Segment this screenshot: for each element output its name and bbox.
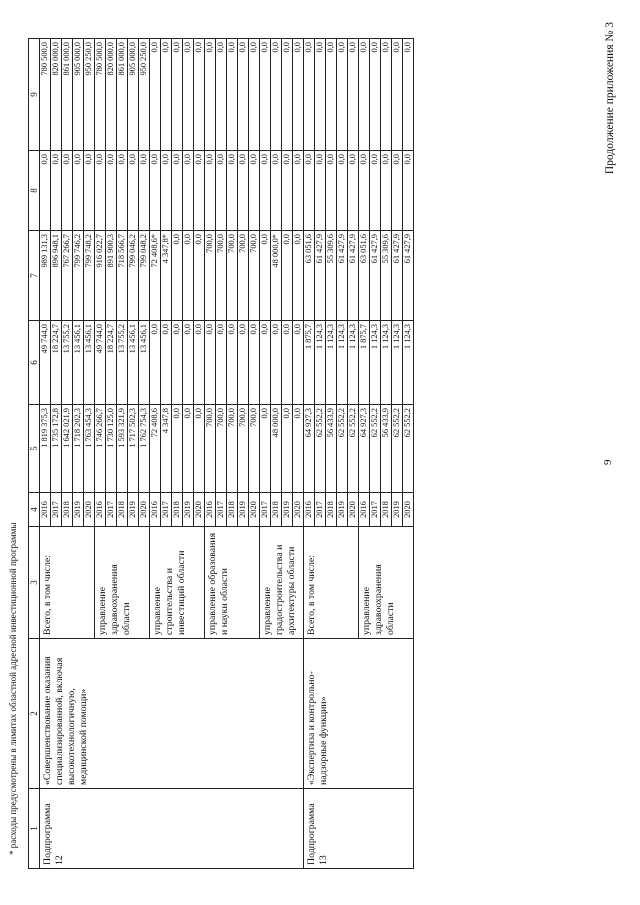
year-cell: 2018 [271,493,282,527]
amount-cell: 72 408,6 [150,405,161,493]
footnote: * расходы предусмотрены в лимитах областной адресной инвестиционной программы [8,522,18,855]
year-cell: 2020 [403,493,414,527]
table-row [304,39,315,869]
executor-cell: управление образования и науки области [205,527,260,639]
amount-cell: 0,0 [194,151,205,231]
amount-cell: 0,0 [106,151,117,231]
amount-cell: 861 000,0 [62,39,73,151]
amount-cell: 0,0 [337,151,348,231]
amount-cell: 64 927,3 [359,405,370,493]
amount-cell: 49 744,0 [95,321,106,405]
amount-cell: 4 347,8* [161,231,172,321]
amount-cell: 0,0 [392,151,403,231]
amount-cell: 0,0 [172,405,183,493]
amount-cell: 0,0 [293,405,304,493]
amount-cell: 0,0 [128,151,139,231]
amount-cell: 48 000,0* [271,231,282,321]
subprogram-name: «Совершенствование оказания специализированной, включая высокотехнологичную, медицинской помощи» [40,639,304,789]
amount-cell: 56 433,9 [381,405,392,493]
amount-cell: 1 718 202,3 [73,405,84,493]
amount-cell: 905 000,0 [73,39,84,151]
year-cell: 2019 [238,493,249,527]
year-cell: 2018 [172,493,183,527]
amount-cell: 0,0 [260,405,271,493]
amount-cell: 0,0 [216,151,227,231]
amount-cell: 0,0 [117,151,128,231]
subprogram-code: Подпрограмма 13 [304,789,414,869]
year-cell: 2017 [216,493,227,527]
year-cell: 2018 [227,493,238,527]
year-cell: 2020 [293,493,304,527]
amount-cell: 0,0 [315,151,326,231]
column-number: 4 [29,493,40,527]
amount-cell: 916 022,7 [95,231,106,321]
amount-cell: 13 755,2 [117,321,128,405]
amount-cell: 61 427,9 [392,231,403,321]
amount-cell: 0,0 [271,321,282,405]
amount-cell: 61 427,9 [348,231,359,321]
amount-cell: 820 000,0 [51,39,62,151]
amount-cell: 0,0 [84,151,95,231]
amount-cell: 1 593 321,9 [117,405,128,493]
amount-cell: 0,0 [205,39,216,151]
year-cell: 2020 [84,493,95,527]
amount-cell: 0,0 [326,151,337,231]
amount-cell: 0,0 [161,151,172,231]
amount-cell: 0,0 [293,321,304,405]
year-cell: 2016 [40,493,51,527]
executor-cell: Всего, в том числе: [304,527,359,639]
amount-cell: 0,0 [194,321,205,405]
amount-cell: 61 427,9 [370,231,381,321]
amount-cell: 55 309,6 [381,231,392,321]
year-cell: 2020 [194,493,205,527]
amount-cell: 0,0 [282,151,293,231]
amount-cell: 700,0 [238,231,249,321]
amount-cell: 49 744,0 [40,321,51,405]
amount-cell: 780 500,0 [95,39,106,151]
year-cell: 2016 [205,493,216,527]
table-row [40,39,51,869]
executor-cell: управление строительства и инвестиций области [150,527,205,639]
amount-cell: 0,0 [282,321,293,405]
amount-cell: 0,0 [370,151,381,231]
amount-cell: 700,0 [205,405,216,493]
amount-cell: 0,0 [282,39,293,151]
amount-cell: 61 427,9 [403,231,414,321]
amount-cell: 0,0 [183,321,194,405]
executor-cell: управление здравоохранения области [95,527,150,639]
amount-cell: 950 250,0 [84,39,95,151]
amount-cell: 700,0 [216,405,227,493]
year-cell: 2017 [106,493,117,527]
amount-cell: 56 433,9 [326,405,337,493]
amount-cell: 767 266,7 [62,231,73,321]
amount-cell: 0,0 [216,321,227,405]
amount-cell: 1 762 754,3 [139,405,150,493]
amount-cell: 1 124,3 [370,321,381,405]
year-cell: 2016 [359,493,370,527]
column-number: 2 [29,639,40,789]
amount-cell: 0,0 [293,151,304,231]
amount-cell: 700,0 [227,231,238,321]
amount-cell: 0,0 [403,151,414,231]
amount-cell: 0,0 [227,321,238,405]
year-cell: 2019 [282,493,293,527]
amount-cell: 861 000,0 [117,39,128,151]
amount-cell: 700,0 [216,231,227,321]
amount-cell: 0,0 [304,151,315,231]
year-cell: 2019 [337,493,348,527]
amount-cell: 799 048,2 [139,231,150,321]
executor-cell: управление градостроительства и архитектуры области [260,527,304,639]
amount-cell: 0,0 [73,151,84,231]
amount-cell: 18 224,7 [51,321,62,405]
amount-cell: 18 224,7 [106,321,117,405]
amount-cell: 0,0 [249,39,260,151]
amount-cell: 700,0 [238,405,249,493]
amount-cell: 62 552,2 [348,405,359,493]
amount-cell: 0,0 [183,39,194,151]
amount-cell: 891 900,3 [106,231,117,321]
amount-cell: 0,0 [326,39,337,151]
amount-cell: 0,0 [150,39,161,151]
amount-cell: 0,0 [359,39,370,151]
subprogram-name: «Экспертиза и контрольно-надзорные функции» [304,639,414,789]
amount-cell: 799 748,2 [84,231,95,321]
amount-cell: 0,0 [238,151,249,231]
amount-cell: 950 250,0 [139,39,150,151]
amount-cell: 0,0 [370,39,381,151]
year-cell: 2020 [249,493,260,527]
amount-cell: 0,0 [194,39,205,151]
year-cell: 2019 [73,493,84,527]
amount-cell: 1 730 125,0 [106,405,117,493]
subprogram-code: Подпрограмма 12 [40,789,304,869]
amount-cell: 0,0 [95,151,106,231]
amount-cell: 0,0 [183,231,194,321]
amount-cell: 0,0 [293,231,304,321]
year-cell: 2018 [326,493,337,527]
amount-cell: 0,0 [172,231,183,321]
column-number: 6 [29,321,40,405]
amount-cell: 820 000,0 [106,39,117,151]
amount-cell: 700,0 [249,231,260,321]
column-number: 7 [29,231,40,321]
amount-cell: 0,0 [194,231,205,321]
amount-cell: 780 500,0 [40,39,51,151]
year-cell: 2016 [150,493,161,527]
amount-cell: 72 408,6* [150,231,161,321]
amount-cell: 0,0 [260,231,271,321]
amount-cell: 1 124,3 [392,321,403,405]
amount-cell: 700,0 [205,231,216,321]
amount-cell: 62 552,2 [392,405,403,493]
amount-cell: 48 000,0 [271,405,282,493]
amount-cell: 13 456,1 [128,321,139,405]
year-cell: 2016 [95,493,106,527]
amount-cell: 0,0 [40,151,51,231]
amount-cell: 0,0 [381,39,392,151]
amount-cell: 799 046,2 [128,231,139,321]
amount-cell: 0,0 [150,321,161,405]
amount-cell: 0,0 [403,39,414,151]
amount-cell: 0,0 [293,39,304,151]
amount-cell: 0,0 [205,321,216,405]
amount-cell: 13 456,1 [73,321,84,405]
column-number: 8 [29,151,40,231]
year-cell: 2020 [139,493,150,527]
amount-cell: 1 819 375,3 [40,405,51,493]
year-cell: 2018 [381,493,392,527]
amount-cell: 1 875,7 [359,321,370,405]
amount-cell: 0,0 [172,321,183,405]
amount-cell: 0,0 [238,321,249,405]
column-number: 3 [29,527,40,639]
amount-cell: 13 755,2 [62,321,73,405]
amount-cell: 0,0 [260,39,271,151]
year-cell: 2019 [128,493,139,527]
amount-cell: 0,0 [260,321,271,405]
amount-cell: 0,0 [216,39,227,151]
executor-cell: Всего, в том числе: [40,527,95,639]
year-cell: 2017 [161,493,172,527]
amount-cell: 0,0 [238,39,249,151]
amount-cell: 799 746,2 [73,231,84,321]
amount-cell: 1 717 502,3 [128,405,139,493]
year-cell: 2016 [304,493,315,527]
column-number: 5 [29,405,40,493]
amount-cell: 1 875,7 [304,321,315,405]
amount-cell: 0,0 [161,39,172,151]
amount-cell: 0,0 [51,151,62,231]
amount-cell: 62 552,2 [337,405,348,493]
amount-cell: 63 051,6 [304,231,315,321]
amount-cell: 0,0 [249,321,260,405]
year-cell: 2019 [392,493,403,527]
amount-cell: 63 051,6 [359,231,370,321]
amount-cell: 64 927,3 [304,405,315,493]
page-number: 9 [602,459,614,465]
amount-cell: 0,0 [304,39,315,151]
year-cell: 2020 [348,493,359,527]
amount-cell: 1 124,3 [348,321,359,405]
column-number: 9 [29,39,40,151]
year-cell: 2017 [315,493,326,527]
amount-cell: 13 456,1 [84,321,95,405]
column-number-row [29,39,40,869]
amount-cell: 55 309,6 [326,231,337,321]
amount-cell: 0,0 [194,405,205,493]
amount-cell: 700,0 [249,405,260,493]
amount-cell: 0,0 [315,39,326,151]
year-cell: 2019 [183,493,194,527]
amount-cell: 896 948,1 [51,231,62,321]
amount-cell: 61 427,9 [315,231,326,321]
amount-cell: 905 000,0 [128,39,139,151]
amount-cell: 718 566,7 [117,231,128,321]
amount-cell: 0,0 [183,151,194,231]
amount-cell: 0,0 [62,151,73,231]
amount-cell: 1 746 266,7 [95,405,106,493]
amount-cell: 0,0 [359,151,370,231]
budget-table [28,38,414,869]
amount-cell: 1 124,3 [326,321,337,405]
amount-cell: 62 552,2 [370,405,381,493]
amount-cell: 0,0 [271,151,282,231]
amount-cell: 989 131,3 [40,231,51,321]
amount-cell: 0,0 [260,151,271,231]
amount-cell: 0,0 [249,151,260,231]
amount-cell: 0,0 [227,151,238,231]
amount-cell: 0,0 [337,39,348,151]
amount-cell: 62 552,2 [315,405,326,493]
amount-cell: 0,0 [348,151,359,231]
column-number: 1 [29,789,40,869]
table-body [29,39,414,869]
amount-cell: 700,0 [227,405,238,493]
amount-cell: 1 124,3 [381,321,392,405]
amount-cell: 0,0 [282,405,293,493]
executor-cell: управление здравоохранения области [359,527,414,639]
amount-cell: 4 347,8 [161,405,172,493]
amount-cell: 0,0 [161,321,172,405]
year-cell: 2017 [370,493,381,527]
amount-cell: 0,0 [172,151,183,231]
amount-cell: 0,0 [348,39,359,151]
year-cell: 2017 [260,493,271,527]
amount-cell: 0,0 [172,39,183,151]
amount-cell: 1 735 172,8 [51,405,62,493]
amount-cell: 0,0 [139,151,150,231]
amount-cell: 0,0 [183,405,194,493]
amount-cell: 61 427,9 [337,231,348,321]
appendix-label: Продолжение приложения № 3 [604,22,616,175]
amount-cell: 0,0 [150,151,161,231]
amount-cell: 13 456,1 [139,321,150,405]
amount-cell: 62 552,2 [403,405,414,493]
amount-cell: 1 124,3 [315,321,326,405]
year-cell: 2017 [51,493,62,527]
amount-cell: 0,0 [392,39,403,151]
amount-cell: 0,0 [271,39,282,151]
amount-cell: 0,0 [227,39,238,151]
amount-cell: 0,0 [282,231,293,321]
amount-cell: 1 763 454,3 [84,405,95,493]
year-cell: 2018 [117,493,128,527]
amount-cell: 1 124,3 [403,321,414,405]
amount-cell: 1 124,3 [337,321,348,405]
amount-cell: 1 642 021,9 [62,405,73,493]
amount-cell: 0,0 [205,151,216,231]
amount-cell: 0,0 [381,151,392,231]
year-cell: 2018 [62,493,73,527]
